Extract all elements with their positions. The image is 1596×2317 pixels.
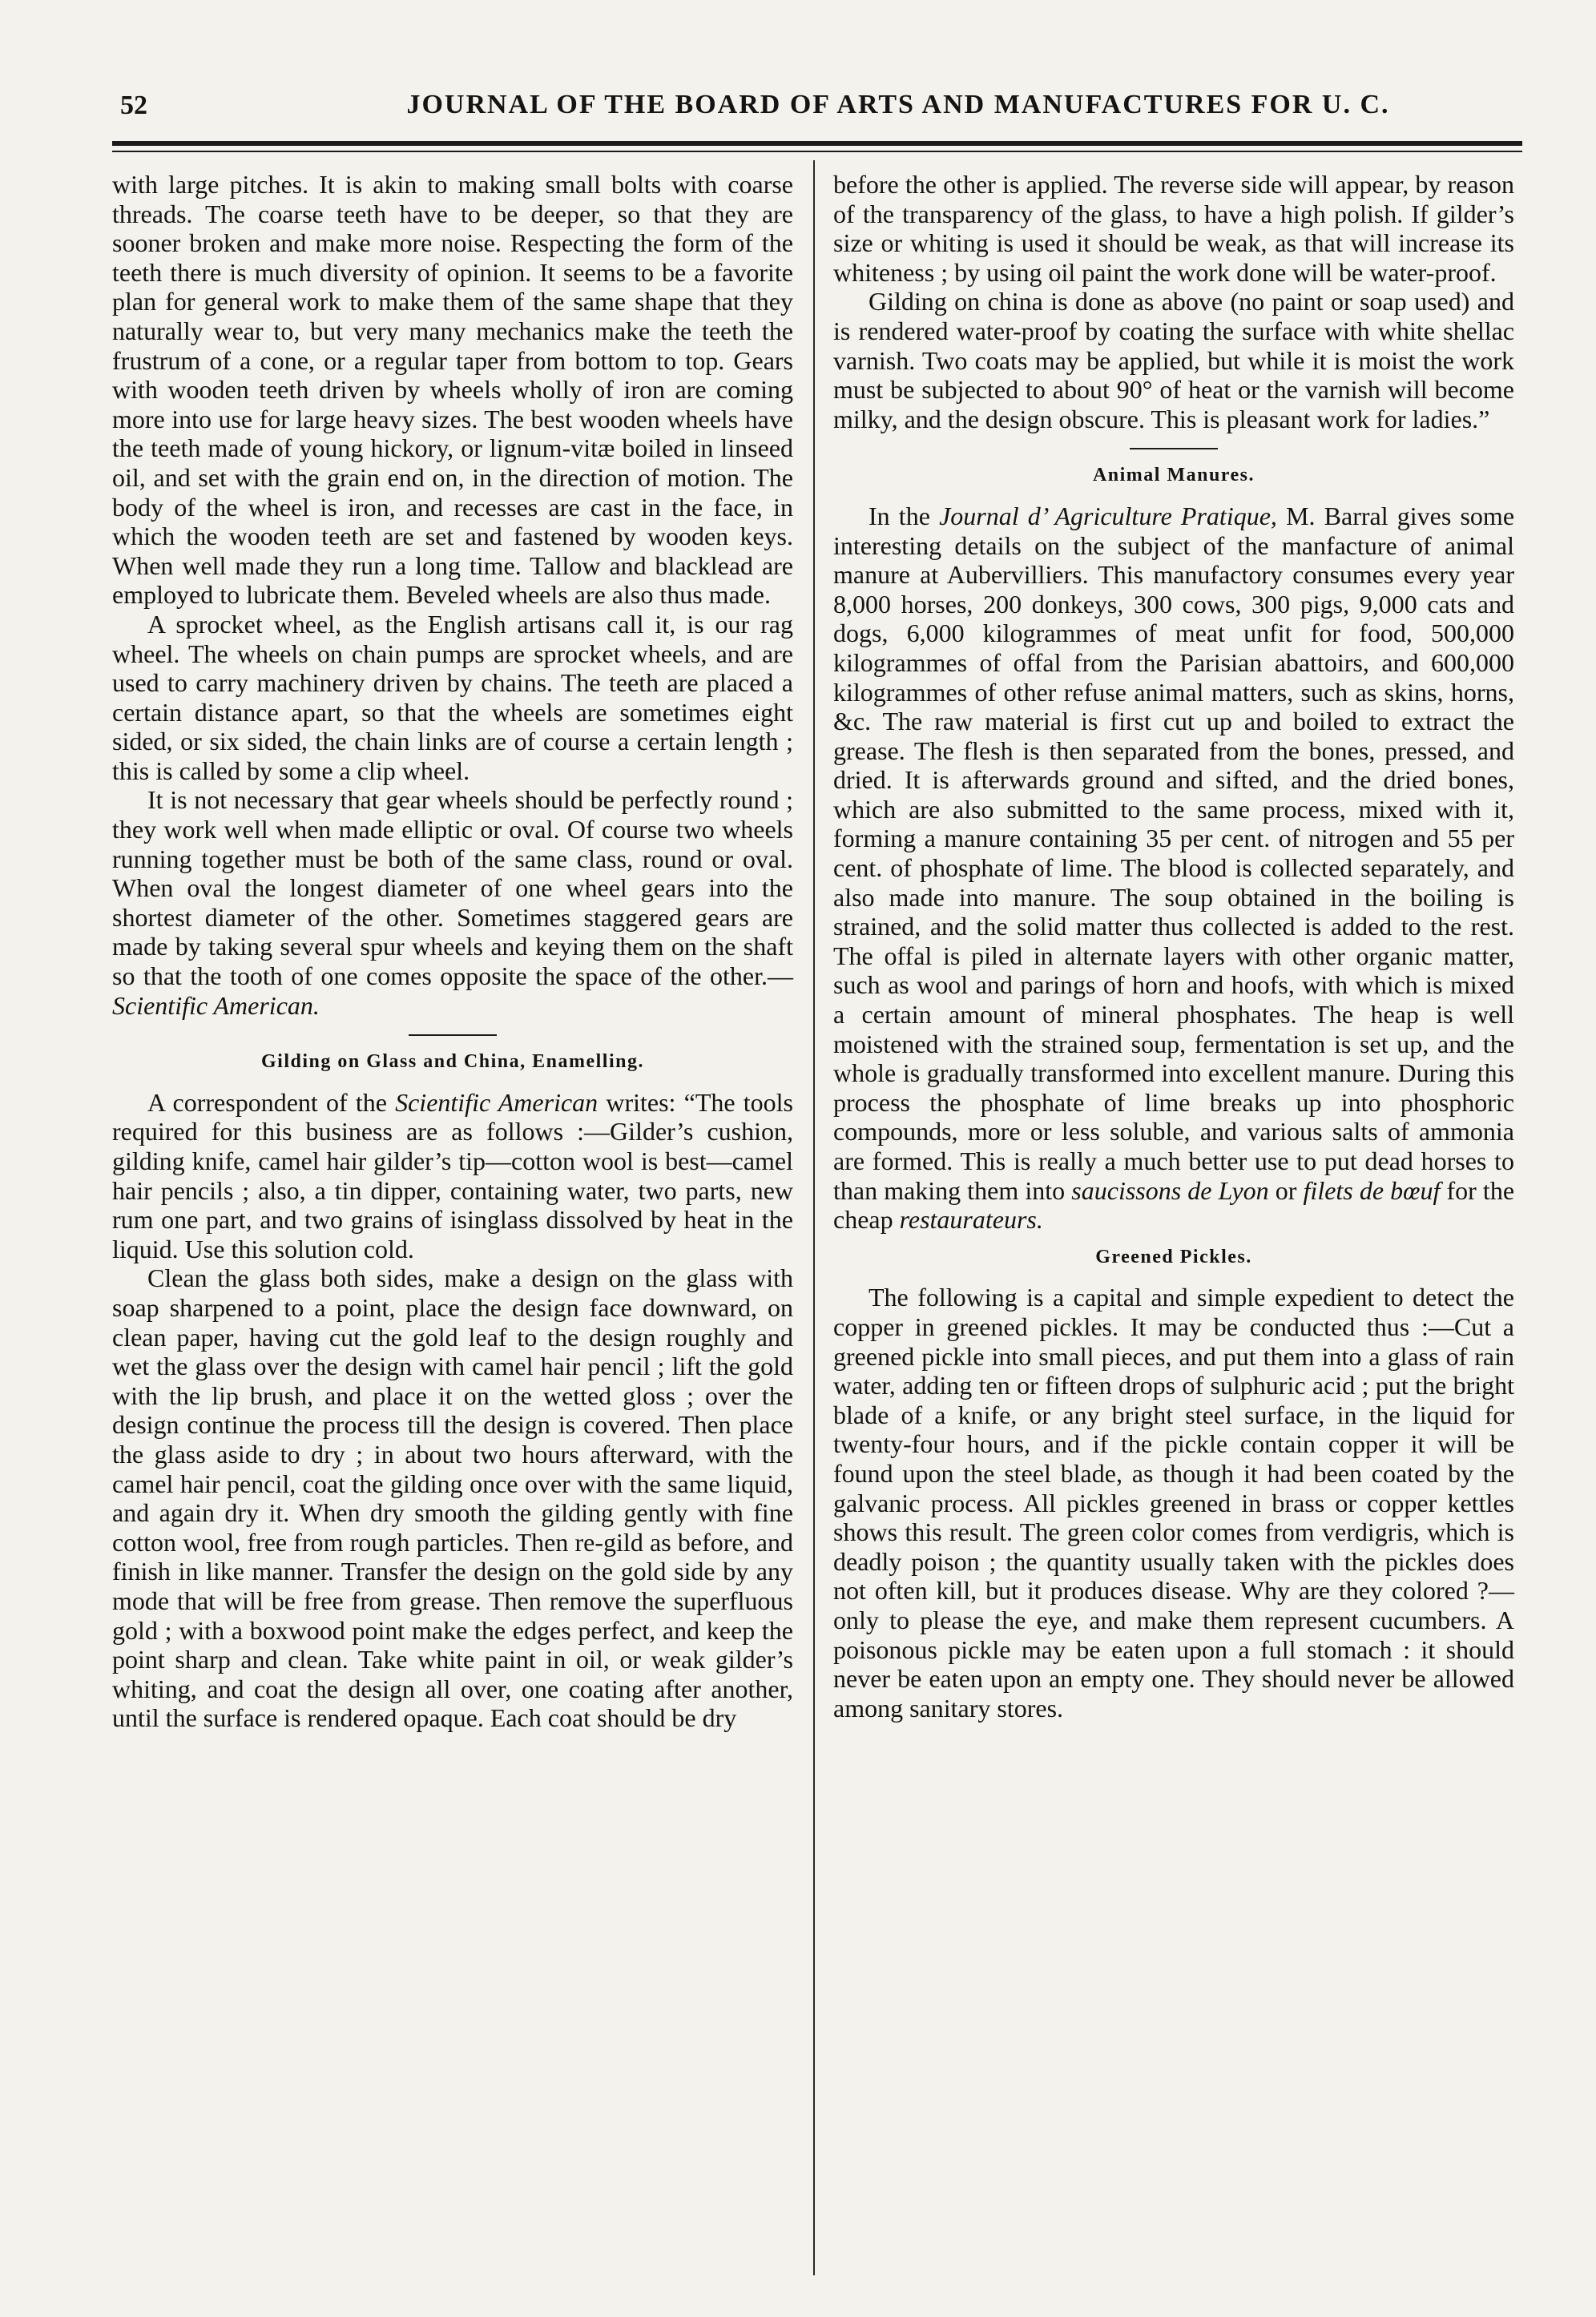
header-rule-thin bbox=[112, 151, 1522, 152]
page-number: 52 bbox=[120, 91, 147, 120]
italic-text: Journal d’ Agriculture Pratique, bbox=[939, 501, 1277, 530]
italic-text: saucissons de Lyon bbox=[1071, 1175, 1269, 1205]
page-header bbox=[0, 0, 1596, 136]
paragraph-text: It is not necessary that gear wheels should be perfectly round ; they work well when made elliptic or oval. Of course two wheels running together must be both of the same class, round or oval. When oval the longest diameter of one wheel gears into the shortest diameter of the other. Sometimes staggered gears are made by taking several spur wheels and keying them on the shaft so that the tooth of one comes opposite the space of the other.— bbox=[112, 785, 793, 991]
paragraph-text: A correspondent of the bbox=[147, 1087, 396, 1117]
italic-text: filets de bœuf bbox=[1303, 1175, 1441, 1205]
paragraph bbox=[833, 502, 1514, 1235]
section-heading: Greened Pickles. bbox=[1095, 1246, 1252, 1267]
citation: Scientific American. bbox=[112, 990, 320, 1020]
paragraph-text: M. Barral gives some interesting details on the subject of the manfacture of animal manure at Aubervilliers. This manufactory consumes every year 8,000 horses, 200 donkeys, 300 cows, 300 pigs, 9,000 cats and dogs, 6,000 kilogrammes of meat unfit for food, 500,000 kilogrammes of offal from the Parisian abattoirs, and 600,000 kilogrammes of other refuse animal matters, such as skins, horns, &c. The raw material is first cut up and boiled to extract the grease. The flesh is then separated from the bones, pressed, and dried. It is afterwards ground and sifted, and the dried bones, which are also submitted to the same process, mixed with it, forming a manure containing 35 per cent. of nitrogen and 55 per cent. of phosphate of lime. The blood is collected separately, and also made into manure. The soup obtained in the boiling is strained, and the solid matter thus collected is added to the rest. The offal is piled in alternate layers with other organic matter, such as wool and parings of horn and hoofs, with which is mixed a certain amount of mineral phosphates. The heap is well moistened with the strained soup, fermentation is set up, and the whole is gradually transformed into excellent manure. During this process the phosphate of lime breaks up into phosphoric compounds, more or less soluble, and various salts of ammonia are formed. This is really a much better use to put dead horses to than making them into bbox=[833, 501, 1515, 1205]
running-head: JOURNAL OF THE BOARD OF ARTS AND MANUFACTURES FOR U. C. bbox=[406, 90, 1390, 119]
header-rule-thick bbox=[112, 141, 1522, 146]
italic-text: Scientific American bbox=[395, 1087, 598, 1117]
section-separator bbox=[409, 1034, 497, 1036]
paragraph-text: In the bbox=[869, 501, 940, 530]
paragraph: with large pitches. It is akin to making small bolts with coarse threads. The coarse teeth have to be deeper, so that they are sooner broken and make more noise. Respecting the form of the teeth there is much diversity of opinion. It seems to be a favorite plan for general work to make them of the same shape that they naturally wear to, but very many mechanics make the teeth the frustrum of a cone, or a regular taper from bottom to top. Gears with wooden teeth driven by wheels wholly of iron are coming more into use for large heavy sizes. The best wooden wheels have the teeth made of young hickory, or lignum-vitæ boiled in linseed oil, and set with the grain end on, in the direction of motion. The body of the wheel is iron, and recesses are cast in the face, in which the wooden teeth are set and fastened by wooden keys. When well made they run a long time. Tallow and blacklead are employed to lubricate them. Beveled wheels are also thus made. bbox=[112, 170, 793, 610]
section-heading: Gilding on Glass and China, Enamelling. bbox=[261, 1051, 644, 1073]
right-column bbox=[833, 170, 1514, 1723]
paragraph-text: or bbox=[1268, 1175, 1304, 1205]
paragraph: before the other is applied. The reverse side will appear, by reason of the transparency of the glass, to have a high polish. If gilder’s size or whiting is used it should be weak, as that will increase its whiteness ; by using oil paint the work done will be water-proof. bbox=[833, 170, 1514, 287]
left-column bbox=[112, 170, 793, 1733]
paragraph bbox=[112, 785, 793, 1020]
paragraph: Clean the glass both sides, make a design on the glass with soap sharpened to a point, place the design face downward, on clean paper, having cut the gold leaf to the design roughly and wet the glass over the design with camel hair pencil ; lift the gold with the lip brush, and place it on the wetted gloss ; over the design continue the process till the design is covered. Then place the glass aside to dry ; in about two hours afterward, with the camel hair pencil, coat the gilding once over with the same liquid, and again dry it. When dry smooth the gilding gently with fine cotton wool, free from rough particles. Then re-gild as before, and finish in like manner. Transfer the design on the gold side by any mode that will be free from grease. Then remove the superfluous gold ; with a boxwood point make the edges perfect, and keep the point sharp and clean. Take white paint in oil, or weak gilder’s whiting, and coat the design all over, one coating after another, until the surface is rendered opaque. Each coat should be dry bbox=[112, 1263, 793, 1733]
paragraph-text: for the cheap bbox=[833, 1175, 1515, 1235]
column-divider bbox=[813, 160, 815, 2275]
paragraph: Gilding on china is done as above (no paint or soap used) and is rendered water-proof by coating the surface with white shellac varnish. Two coats may be applied, but while it is moist the work must be subjected to about 90° of heat or the varnish will become milky, and the design obscure. This is pleasant work for ladies.” bbox=[833, 287, 1514, 433]
paragraph bbox=[112, 1088, 793, 1264]
paragraph: The following is a capital and simple expedient to detect the copper in greened pickles. It may be conducted thus :—Cut a greened pickle into small pieces, and put them into a glass of rain water, adding ten or fifteen drops of sulphuric acid ; put the bright blade of a knife, or any bright steel surface, in the liquid for twenty-four hours, and if the pickle contain copper it will be found upon the steel blade, as though it had been coated by the galvanic process. All pickles greened in brass or copper kettles shows this result. The green color comes from verdigris, which is deadly poison ; the quantity usually taken with the pickles does not often kill, but it produces disease. Why are they colored ?—only to please the eye, and make them represent cucumbers. A poisonous pickle may be eaten upon a full stomach : it should never be eaten upon an empty one. They should never be allowed among sanitary stores. bbox=[833, 1283, 1514, 1723]
paragraph-text: writes: “The tools required for this business are as follows :—Gilder’s cushion, gilding knife, camel hair gilder’s tip—cotton wool is best—camel hair pencils ; also, a tin dipper, containing water, two parts, new rum one part, and two grains of isinglass dissolved by heat in the liquid. Use this solution cold. bbox=[112, 1087, 794, 1263]
section-heading: Animal Manures. bbox=[1092, 465, 1255, 486]
paragraph: A sprocket wheel, as the English artisans call it, is our rag wheel. The wheels on chain pumps are sprocket wheels, and are used to carry machinery driven by chains. The teeth are placed a certain distance apart, so that the wheels are sometimes eight sided, or six sided, the chain links are of course a certain length ; this is called by some a clip wheel. bbox=[112, 609, 793, 785]
italic-text: restaurateurs. bbox=[899, 1205, 1043, 1235]
section-separator bbox=[1130, 448, 1218, 449]
